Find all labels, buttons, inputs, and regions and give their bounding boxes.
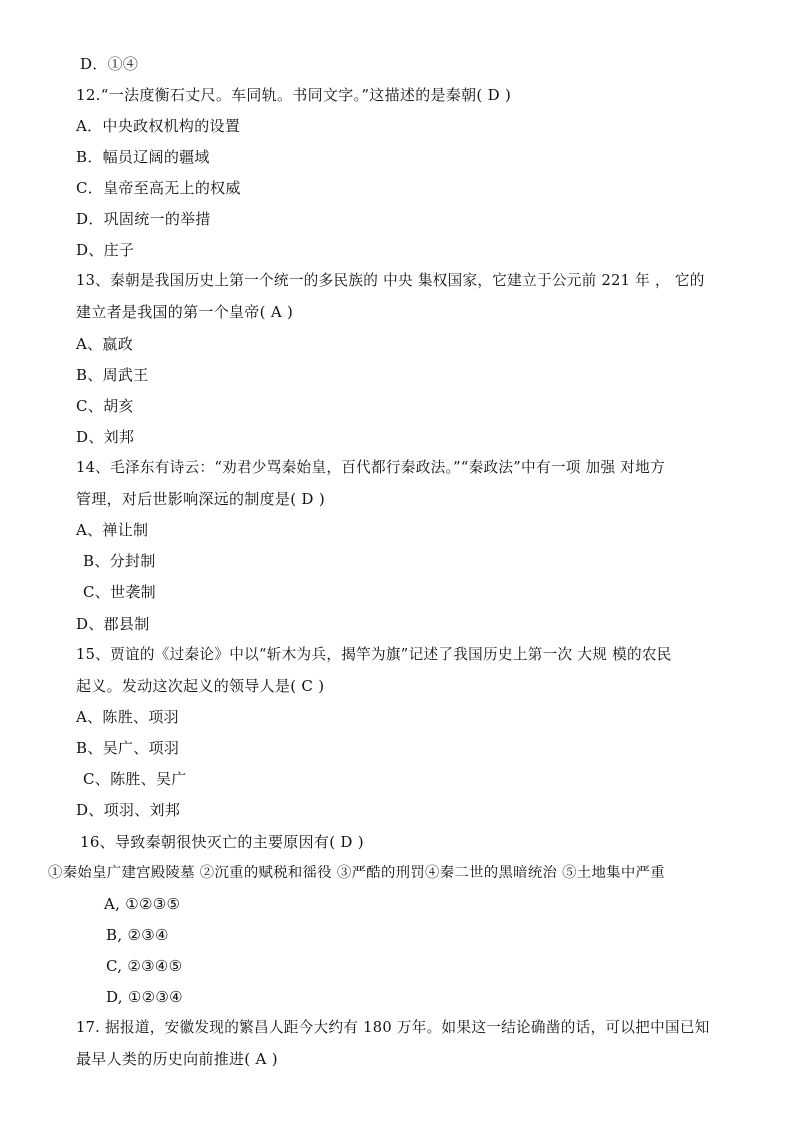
- q12-option-a: A．中央政权机构的设置: [76, 117, 241, 135]
- q17-stem-line2: 最早人类的历史向前推进( A ): [76, 1050, 278, 1068]
- q15-option-c: C、陈胜、吴广: [83, 770, 187, 788]
- q14-stem-line1: 14、毛泽东有诗云：“劝君少骂秦始皇，百代都行秦政法。”“秦政法”中有一项 加强 对地方: [76, 459, 665, 476]
- q16-option-a: A, ①②③⑤: [104, 895, 181, 913]
- q11-option-d: D．①④: [80, 55, 139, 73]
- q14-option-b: B、分封制: [83, 552, 156, 570]
- q15-stem-line2: 起义。发动这次起义的领导人是( C ): [76, 677, 325, 695]
- q12-option-b: B．幅员辽阔的疆域: [76, 148, 210, 166]
- q13-option-b: B、周武王: [76, 366, 149, 384]
- q14-stem-line2: 管理，对后世影响深远的制度是( D ): [76, 490, 325, 508]
- q17-stem-line1: 17. 据报道，安徽发现的繁昌人距今大约有 180 万年。如果这一结论确凿的话，可以把中国已知: [76, 1019, 710, 1036]
- q13-option-d: D、刘邦: [76, 428, 135, 446]
- q15-option-d: D、项羽、刘邦: [76, 801, 181, 819]
- q14-option-d: D、郡县制: [76, 615, 150, 633]
- q15-stem-line1: 15、贾谊的《过秦论》中以“斩木为兵，揭竿为旗”记述了我国历史上第一次 大规 模的农民: [76, 646, 672, 663]
- q13-option-a: A、嬴政: [76, 335, 134, 353]
- q13-stem-line1: 13、秦朝是我国历史上第一个统一的多民族的 中央 集权国家，它建立于公元前 221 年 ， 它的: [76, 272, 705, 289]
- q15-option-b: B、吴广、项羽: [76, 739, 180, 757]
- q16-stem: 16、导致秦朝很快灭亡的主要原因有( D ): [80, 833, 364, 851]
- q14-option-a: A、禅让制: [76, 521, 149, 539]
- q16-statements: ①秦始皇广建宫殿陵墓 ②沉重的赋税和徭役 ③严酷的刑罚④秦二世的黑暗统治 ⑤土地集中严重: [48, 865, 665, 881]
- q13-option-c: C、胡亥: [76, 397, 134, 415]
- q12-stem: 12.“一法度衡石丈尺。车同轨。书同文字。”这描述的是秦朝( D ): [76, 86, 512, 104]
- q16-option-c: C, ②③④⑤: [106, 957, 183, 975]
- q12-option-d: D．巩固统一的举措: [76, 210, 211, 228]
- q13-stem-line2: 建立者是我国的第一个皇帝( A ): [76, 303, 294, 321]
- q16-option-b: B, ②③④: [106, 926, 169, 944]
- q14-option-c: C、世袭制: [83, 583, 156, 601]
- q12-option-c: C．皇帝至高无上的权威: [76, 179, 241, 197]
- q15-option-a: A、陈胜、项羽: [76, 708, 179, 726]
- q16-option-d: D, ①②③④: [106, 988, 183, 1006]
- q12-extra-option-d: D、庄子: [76, 241, 135, 259]
